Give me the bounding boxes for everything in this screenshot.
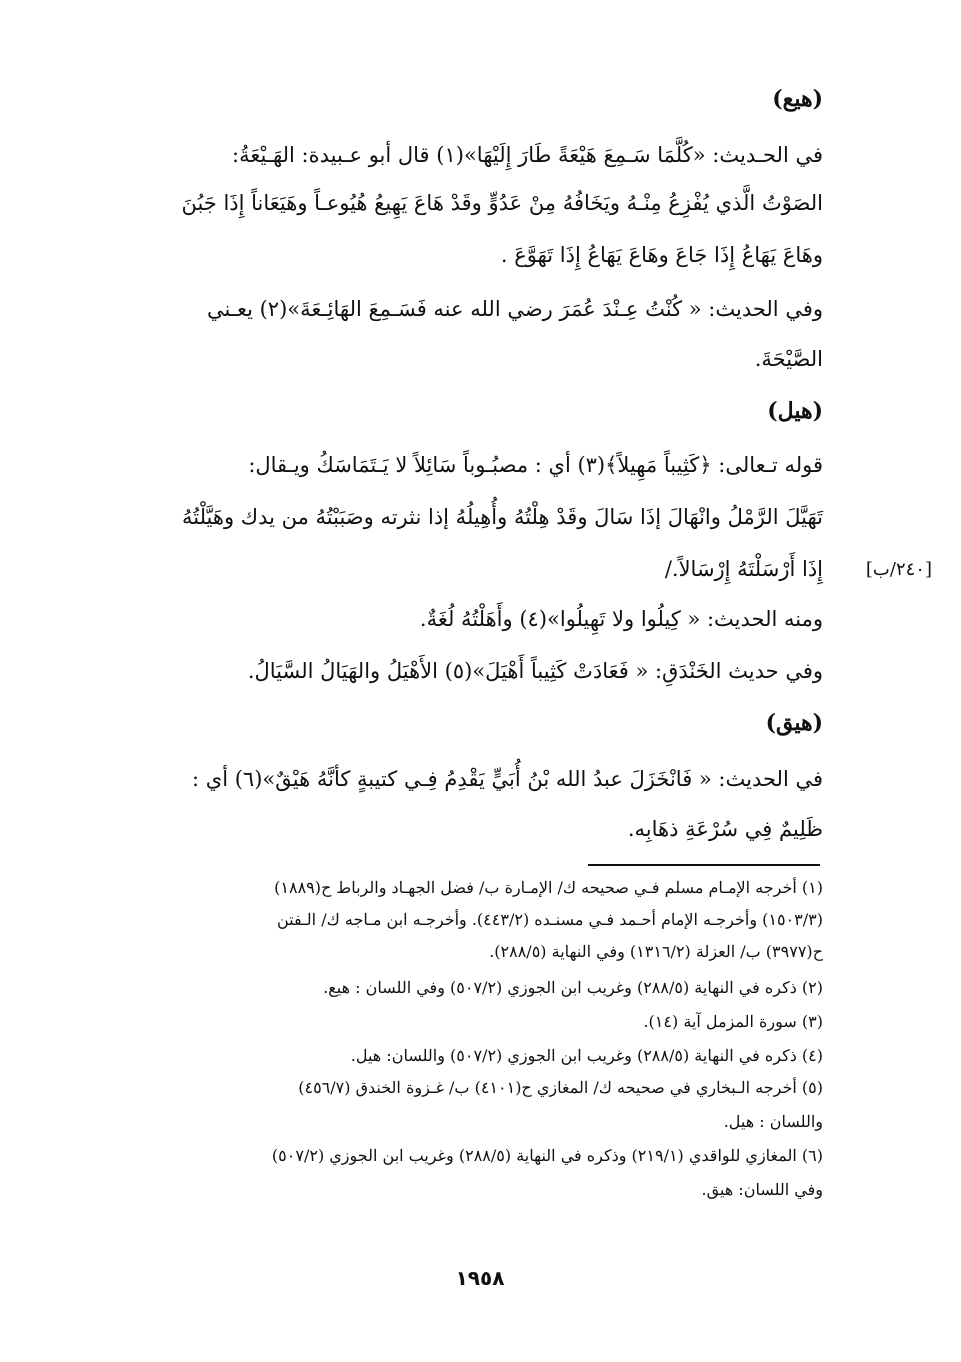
heading-hay: (هيع) [772, 86, 823, 112]
footnote-line: (٣) سورة المزمل آية (١٤). [643, 1012, 823, 1031]
footnote-line: (٢) ذكره في النهاية (٢٨٨/٥) وغريب ابن الجوزي (٥٠٧/٢) وفي اللسان : هيع. [323, 978, 823, 997]
footnote-line: (١٥٠٣/٣) وأخرجـه الإمام أحـمد فـي مسنـده (٤٤٣/٢). وأخرجـه ابن مـاجه ك/ الـفتن [277, 910, 823, 929]
page-number: ١٩٥٨ [455, 1266, 505, 1290]
footnote-line: ح(٣٩٧٧) ب/ العزلة (١٣١٦/٢) وفي النهاية (٢٨٨/٥). [489, 942, 823, 961]
footnote-line: (٥) أخرجه الـبخاري في صحيحه ك/ المغازي ح(٤١٠١) ب/ غـزوة الخندق (٤٥٦/٧) [298, 1078, 823, 1097]
footnote-line: (١) أخرجه الإمـام مسلم فـي صحيحه ك/ الإمـارة ب/ فضل الجهـاد والرباط ح(١٨٨٩) [274, 878, 823, 897]
footnote-line: واللسان : هيل. [723, 1112, 823, 1131]
body-line: إِذَا أَرْسَلْتَهُ إِرْسَالاً./ [664, 557, 823, 581]
body-line: الصَّيْحَةَ. [754, 347, 823, 371]
footnote-line: (٦) المغازي للواقدي (٢١٩/١) وذكره في النهاية (٢٨٨/٥) وغريب ابن الجوزي (٥٠٧/٢) [271, 1146, 823, 1165]
body-line: تَهَيَّلَ الرَّمْلُ وانْهَالَ إذَا سَالَ وقَدْ هِلْتُهُ وأُهِيلُهُ إذا نثرته وصَبَبْتُهُ من يدك وهَيَّلْتُهُ [181, 505, 823, 529]
body-line: وفي الحديث: « كُنْتُ عِـنْدَ عُمَرَ رضي الله عنه فَسَـمِعَ الهَائِـعَةَ»(٢) يعـني [206, 297, 823, 321]
body-line: قوله تـعالى: ﴿كَثِيباً مَهِيلاً﴾(٣) أي : مصبُـوباً سَائِلاً لا يَـتَمَاسَكُ ويـقال: [248, 453, 823, 477]
body-line: ومنه الحديث: « كِيلُوا ولا تَهِيلُوا»(٤) وأَهَلْتُهُ لُغَةٌ. [419, 607, 823, 631]
body-line: وهَاعَ يَهَاعُ إِذَا جَاعَ وهَاعَ يَهَاعُ إِذَا تَهَوَّعَ . [500, 243, 823, 267]
footnote-line: (٤) ذكره في النهاية (٢٨٨/٥) وغريب ابن الجوزي (٥٠٧/٢) واللسان: هيل. [350, 1046, 823, 1065]
body-line: في الحـديث: «كُلَّمَا سَـمِعَ هَيْعَةً طَارَ إِلَيْهَا»(١) قال أبو عـبيدة: الهَـيْعَةُ: [232, 143, 823, 167]
heading-hayl: (هيل) [767, 398, 823, 424]
footnote-line: وفي اللسان: هيق. [701, 1180, 823, 1199]
body-line: في الحديث: « فَانْخَزَلَ عبدُ الله بْنُ أُبَيٍّ يَقْدِمُ فِـي كتيبةٍ كأنَّهُ هَيْقٌ»(٦) أي : [192, 767, 823, 791]
body-line: الصَوْتُ الَّذي يُفْزِعُ مِنْـهُ ويَخَافُهُ مِنْ عَدُوٍّ وقَدْ هَاعَ يَهِيعُ هُيُوعـاً وهَيَعَاناً إِذَا جَبُنَ [181, 191, 823, 215]
heading-hayq: (هيق) [765, 710, 823, 736]
footnote-separator [588, 864, 820, 866]
folio-margin-note: [٢٤٠/ب] [865, 559, 932, 580]
body-line: ظَلِيمٌ فِي سُرْعَةِ ذهَابِه. [627, 817, 823, 841]
body-line: وفي حديث الخَنْدَقِ: « فَعَادَتْ كَثِيباً أَهْيَلَ»(٥) الأَهْيَلُ والهَيَالُ السَّيَالُ. [247, 659, 823, 683]
